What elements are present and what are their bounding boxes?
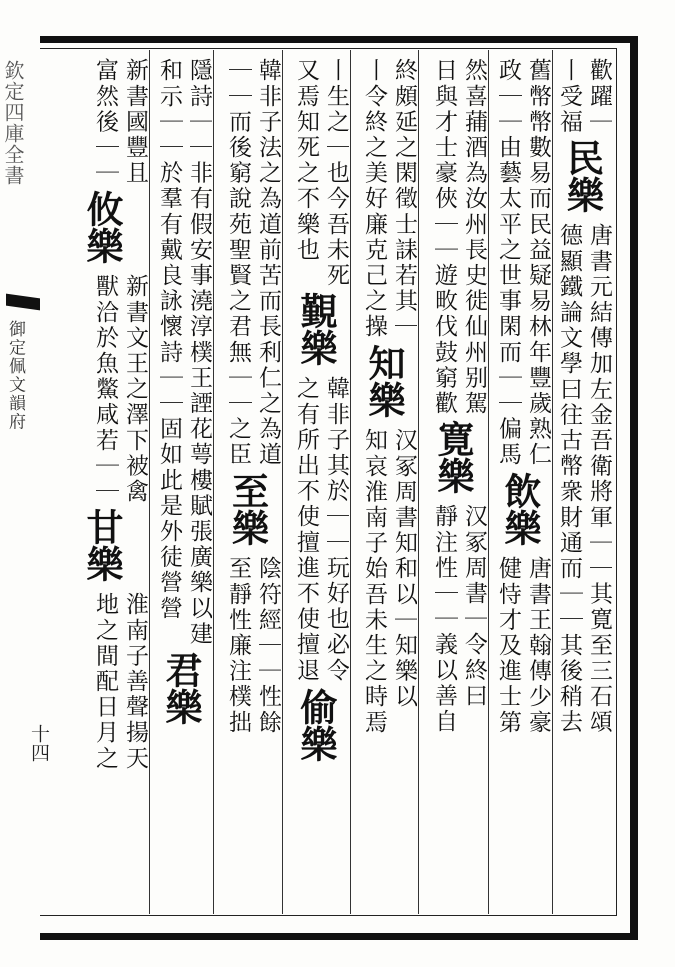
entry-heading: 至樂	[225, 471, 270, 546]
page-number	[28, 724, 50, 778]
entry-heading: 甘樂	[80, 508, 124, 583]
entry-heading: 知樂	[362, 343, 406, 418]
subtitle-text: 御定佩文韻府	[5, 320, 25, 431]
text-line: 知哀淮南子始吾未生之時焉	[361, 427, 387, 735]
text-line: 然喜蒱酒為汝州長史徙仙州别駕	[461, 58, 487, 417]
text-line: 陰符經｜｜性餘	[255, 555, 281, 735]
text-line: 丨生之｜也今吾未死	[323, 58, 349, 289]
text-line: 韓非子法之為道前苦而長利仁之為道	[255, 58, 281, 468]
text-line: 隱詩｜｜非有假安事澆淳樸王諲花萼樓賦張廣樂以建	[186, 58, 212, 647]
text-column	[489, 58, 551, 908]
entry-heading: 飲樂	[498, 471, 542, 546]
text-line: 新書國豐且	[122, 58, 148, 186]
text-line: 獸洽於魚鱉咸若｜｜	[92, 274, 118, 505]
entry-heading: 民樂	[560, 138, 605, 213]
text-column	[214, 58, 281, 908]
text-column	[553, 58, 612, 908]
text-line: 地之間配日月之	[92, 592, 118, 772]
entry-heading: 偷樂	[294, 687, 338, 762]
page-number-text: 十四	[28, 724, 50, 762]
text-line: 和示｜｜於羣有戴良詠懷詩｜｜固如此是外徒營營	[156, 58, 182, 622]
text-line: ｜｜而後窮說苑聖賢之君無｜｜之臣	[225, 58, 251, 468]
margin-subtitle	[2, 320, 32, 550]
text-column	[419, 58, 487, 908]
text-column	[150, 58, 212, 908]
text-line: 淮南子善聲揚天	[122, 592, 148, 772]
text-column	[351, 58, 417, 908]
text-line: 德顯鐵論文學曰往古幣衆財通而｜｜其後稍去	[556, 222, 582, 735]
text-line: 政｜｜由藝太平之世事閑而｜｜偏馬	[495, 58, 521, 468]
text-line: 唐書王翰傳少豪	[525, 555, 551, 735]
entry-heading: 攸樂	[80, 190, 124, 264]
entry-heading: 寛樂	[431, 420, 475, 495]
text-line: 汉冢周書｜令終曰	[461, 504, 487, 710]
text-line: 丨受福	[556, 58, 582, 135]
text-line: 又焉知死之不樂也	[293, 58, 319, 263]
text-line: 靜注性｜｜義以善自	[431, 504, 457, 735]
text-line: 健恃才及進士第	[495, 555, 521, 735]
book-title-text: 欽定四庫全書	[1, 60, 25, 186]
text-line: 之有所出不使擅進不使擅退	[293, 376, 319, 684]
text-line: 富然後｜｜	[92, 58, 118, 186]
margin-book-title	[0, 60, 28, 310]
text-line: 韓非子其於｜｜玩好也必令	[323, 376, 349, 684]
text-line: 終頗延之閑徵士誄若其｜	[391, 58, 417, 340]
text-line: 至靜性廉注樸拙	[225, 555, 251, 735]
text-line: 新書文王之澤下被禽	[122, 274, 148, 505]
entry-heading: 君樂	[159, 650, 203, 725]
text-line: 歡躍｜	[586, 58, 612, 135]
text-line: 舊幣幣數易而民益疑易林年豐歲熟仁	[525, 58, 551, 468]
text-line: 日與才士豪俠｜｜遊畋伐鼓窮歡	[431, 58, 457, 417]
text-line: 丨令終之美好廉克己之操	[361, 58, 387, 340]
text-line: 汉冢周書知和以｜知樂以	[391, 427, 417, 710]
entry-heading: 覲樂	[294, 292, 338, 367]
text-column	[56, 58, 148, 908]
text-column	[283, 58, 349, 908]
text-line: 唐書元結傳加左金吾衛將軍｜｜其寛至三石頌	[586, 222, 612, 735]
